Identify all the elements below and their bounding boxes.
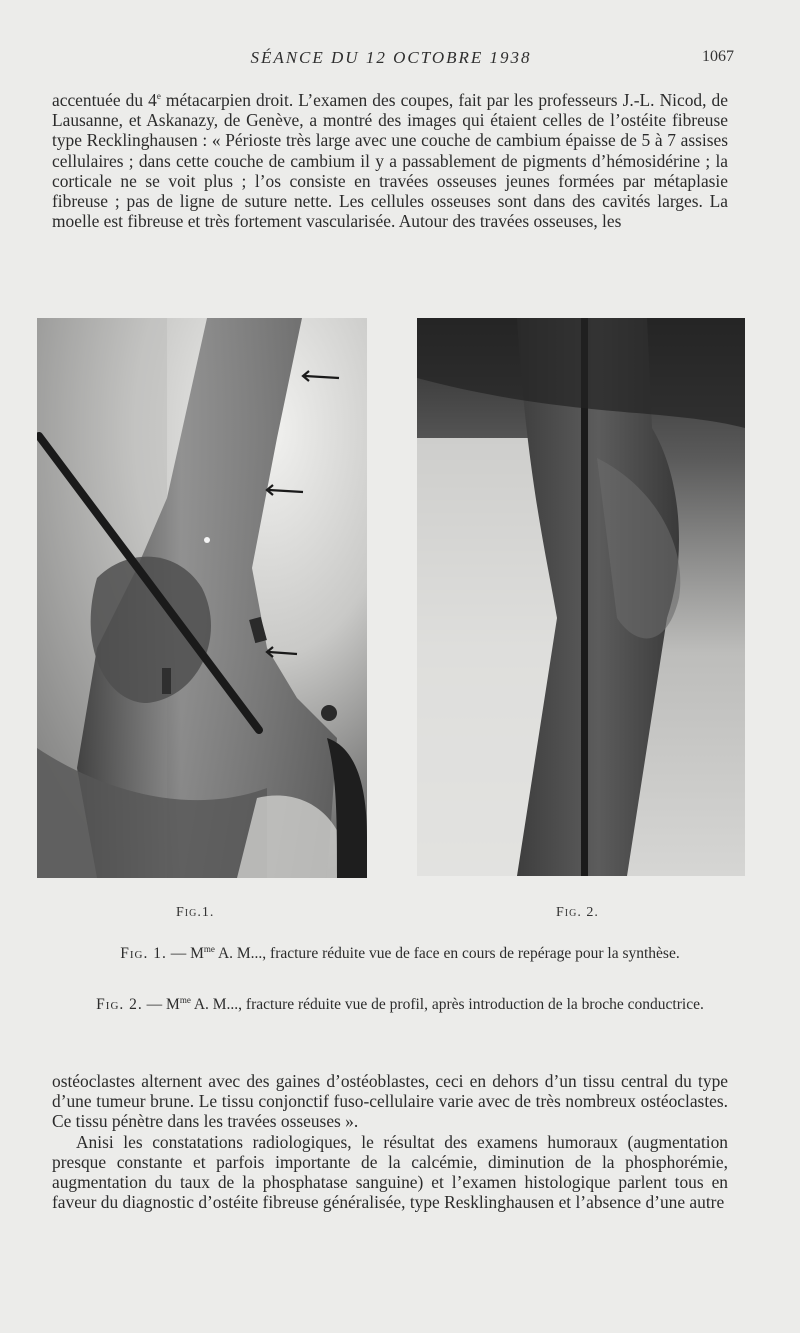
page-number: 1067 xyxy=(702,48,734,65)
figure-1-radiograph xyxy=(37,318,367,878)
caption-prefix: Fig. 2. xyxy=(96,996,143,1013)
figure-1-caption xyxy=(80,944,720,963)
caption-text: A. M..., fracture réduite vue de face en cours de repérage pour la synthèse. xyxy=(214,945,680,962)
caption-text: — M xyxy=(166,945,204,962)
superscript: me xyxy=(179,994,191,1005)
running-head xyxy=(52,48,734,70)
figure-2-label: Fig. 2. xyxy=(556,905,599,920)
text-run: métacarpien droit. L’examen des coupes, fait par les professeurs J.-L. Nicod, de Lausanne, et Askanazy, de Genève, a montré des images qui étaient celles de l’ostéite fibreuse type Recklinghausen : « Périoste très large avec une couche de cambium épaisse de 5 à 7 assises cellulaires ; dans cette couche de cambium il y a passablement de pigments d’hémosidérine ; la corticale ne se voit plus ; l’os consiste en travées osseuses jeunes formées par métaplasie fibreuse ; pas de ligne de suture nette. Les cellules osseuses sont dans des cavités larges. La moelle est fibreuse et très fortement vascularisée. Autour des travées osseuses, les xyxy=(52,90,728,232)
superscript: me xyxy=(203,943,215,954)
radiograph-lateral xyxy=(417,318,745,876)
body-text-bottom xyxy=(52,1071,728,1212)
figure-1-label: Fig.1. xyxy=(176,905,215,920)
text-run: accentuée du 4 xyxy=(52,90,157,110)
body-text-top xyxy=(52,90,728,231)
radiograph-frontal xyxy=(37,318,367,878)
paragraph: ostéoclastes alternent avec des gaines d’ostéoblastes, ceci en dehors d’un tissu central du type d’une tumeur brune. Le tissu conjonctif fuso-cellulaire varie avec de très nombreux ostéoclastes. Ce tissu pénètre dans les travées osseuses ». xyxy=(52,1071,728,1132)
superscript: e xyxy=(156,91,161,102)
running-title: SÉANCE DU 12 OCTOBRE 1938 xyxy=(250,48,532,67)
caption-text: A. M..., fracture réduite vue de profil, après introduction de la broche conductrice. xyxy=(190,996,704,1013)
figure-2-radiograph xyxy=(417,318,745,876)
caption-prefix: Fig. 1. xyxy=(120,945,167,962)
caption-text: — M xyxy=(142,996,180,1013)
figure-2-caption xyxy=(80,995,720,1014)
paragraph: Anisi les constatations radiologiques, le résultat des examens humoraux (augmentation presque constante et parfois importante de la calcémie, diminution de la phosphorémie, augmentation du taux de la phosphatase sanguine) et l’examen histologique parlent tous en faveur du diagnostic d’ostéite fibreuse généralisée, type Resklinghausen et l’absence d’une autre xyxy=(52,1131,728,1213)
paragraph xyxy=(52,90,728,231)
